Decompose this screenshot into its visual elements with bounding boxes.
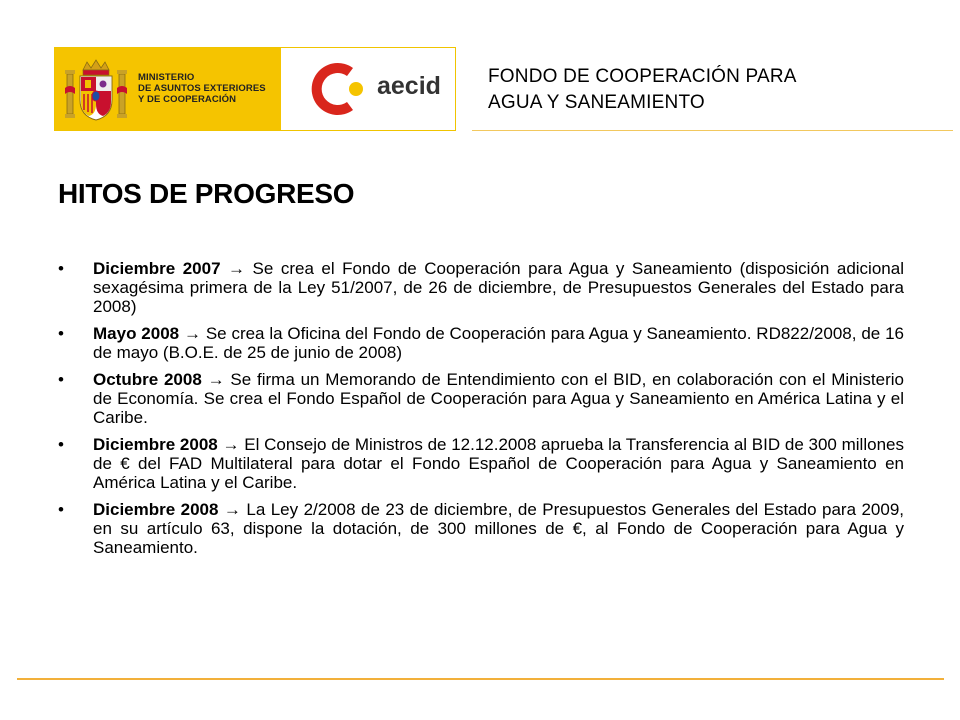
milestone-item <box>58 500 904 557</box>
milestone-item <box>58 435 904 492</box>
milestone-text: Se firma un Memorando de Entendimiento con el BID, en colaboración con el Ministerio de Economía. Se crea el Fondo Español de Cooperación para Agua y Saneamiento en América Latina y el Caribe. <box>93 370 904 427</box>
slide-title: HITOS DE PROGRESO <box>58 178 355 209</box>
milestone-date: Octubre 2008 <box>93 370 202 389</box>
ministry-line-3: Y DE COOPERACIÓN <box>138 94 237 105</box>
aecid-logo-text: aecid <box>377 72 441 100</box>
aecid-logo-icon <box>307 60 371 118</box>
milestone-text: La Ley 2/2008 de 23 de diciembre, de Presupuestos Generales del Estado para 2009, en su artículo 63, dispone la dotación, de 300 millones de €, al Fondo de Cooperación para Agua y Saneamiento. <box>93 500 905 557</box>
footer-divider <box>17 678 944 680</box>
milestone-text: Se crea el Fondo de Cooperación para Agua y Saneamiento (disposición adicional sexagésima primera de la Ley 51/2007, de 26 de diciembre, de Presupuestos Generales del Estado para 2008) <box>93 259 904 316</box>
ministry-logo <box>55 48 281 130</box>
ministry-line-2: DE ASUNTOS EXTERIORES <box>138 83 266 94</box>
arrow-icon: → <box>183 324 201 343</box>
milestone-date: Diciembre 2008 <box>93 500 219 519</box>
bullet-dot-icon: • <box>58 370 64 389</box>
coat-of-arms-icon <box>65 58 127 122</box>
fund-title <box>488 64 928 116</box>
bullet-dot-icon: • <box>58 259 64 278</box>
milestone-list <box>58 259 904 565</box>
milestone-text: Se crea la Oficina del Fondo de Cooperación para Agua y Saneamiento. RD822/2008, de 16 de mayo (B.O.E. de 25 de junio de 2008) <box>93 324 904 362</box>
ministry-line-1: MINISTERIO <box>138 72 195 83</box>
fund-title-line-2: AGUA Y SANEAMIENTO <box>488 92 705 113</box>
milestone-item <box>58 370 904 427</box>
arrow-icon: → <box>223 500 241 519</box>
arrow-icon: → <box>207 370 225 389</box>
header-divider <box>472 130 953 131</box>
milestone-item <box>58 324 904 362</box>
bullet-dot-icon: • <box>58 435 64 454</box>
arrow-icon: → <box>222 435 240 454</box>
ministry-name <box>138 72 278 105</box>
milestone-text: El Consejo de Ministros de 12.12.2008 aprueba la Transferencia al BID de 300 millones de € del FAD Multilateral para dotar el Fondo Español de Cooperación para Agua y Saneamiento en América Latina y el Caribe. <box>93 435 904 492</box>
arrow-icon: → <box>228 259 246 278</box>
milestone-date: Diciembre 2008 <box>93 435 218 454</box>
institution-logo-box <box>54 47 456 131</box>
milestone-item <box>58 259 904 316</box>
milestone-date: Diciembre 2007 <box>93 259 221 278</box>
bullet-dot-icon: • <box>58 500 64 519</box>
milestone-date: Mayo 2008 <box>93 324 180 343</box>
fund-title-line-1: FONDO DE COOPERACIÓN PARA <box>488 66 797 87</box>
bullet-dot-icon: • <box>58 324 64 343</box>
